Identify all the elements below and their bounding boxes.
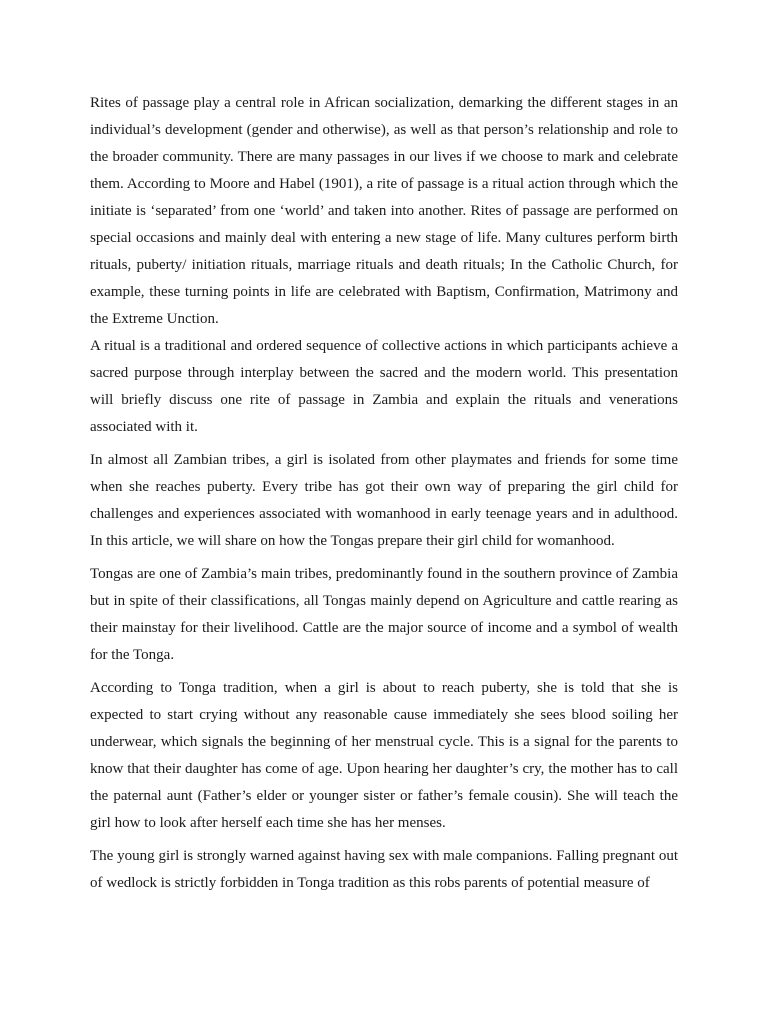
paragraph-tongas: Tongas are one of Zambia’s main tribes, predominantly found in the southern province of Zambia but in spite of their classifications, all Tongas mainly depend on Agriculture and cattle rearing as their mainstay for their livelihood. Cattle are the major source of income and a symbol of wealth for the Tonga. — [90, 566, 678, 663]
paragraph-tonga-tradition: According to Tonga tradition, when a girl is about to reach puberty, she is told that she is expected to start crying without any reasonable cause immediately she sees blood soiling her underwear, which signals the beginning of her menstrual cycle. This is a signal for the parents to know that their daughter has come of age. Upon hearing her daughter’s cry, the mother has to call the paternal aunt (Father’s elder or younger sister or father’s female cousin). She will teach the girl how to look after herself each time she has her menses. — [90, 680, 678, 831]
paragraph-young-girl-warning: The young girl is strongly warned against having sex with male companions. Falling pregnant out of wedlock is strictly forbidden in Tonga tradition as this robs parents of potential measure of — [90, 848, 678, 891]
paragraph-ritual-definition: A ritual is a traditional and ordered sequence of collective actions in which participants achieve a sacred purpose through interplay between the sacred and the modern world. This presentation will briefly discuss one rite of passage in Zambia and explain the rituals and venerations associated with it. — [90, 338, 678, 435]
document-body — [90, 90, 678, 897]
paragraph-rites-of-passage: Rites of passage play a central role in African socialization, demarking the different stages in an individual’s development (gender and otherwise), as well as that person’s relationship and role to the broader community. There are many passages in our lives if we choose to mark and celebrate them. According to Moore and Habel (1901), a rite of passage is a ritual action through which the initiate is ‘separated’ from one ‘world’ and taken into another. Rites of passage are performed on special occasions and mainly deal with entering a new stage of life. Many cultures perform birth rituals, puberty/ initiation rituals, marriage rituals and death rituals; In the Catholic Church, for example, these turning points in life are celebrated with Baptism, Confirmation, Matrimony and the Extreme Unction. — [90, 95, 678, 327]
paragraph-zambian-tribes: In almost all Zambian tribes, a girl is isolated from other playmates and friends for some time when she reaches puberty. Every tribe has got their own way of preparing the girl child for challenges and experiences associated with womanhood in early teenage years and in adulthood. In this article, we will share on how the Tongas prepare their girl child for womanhood. — [90, 452, 678, 549]
